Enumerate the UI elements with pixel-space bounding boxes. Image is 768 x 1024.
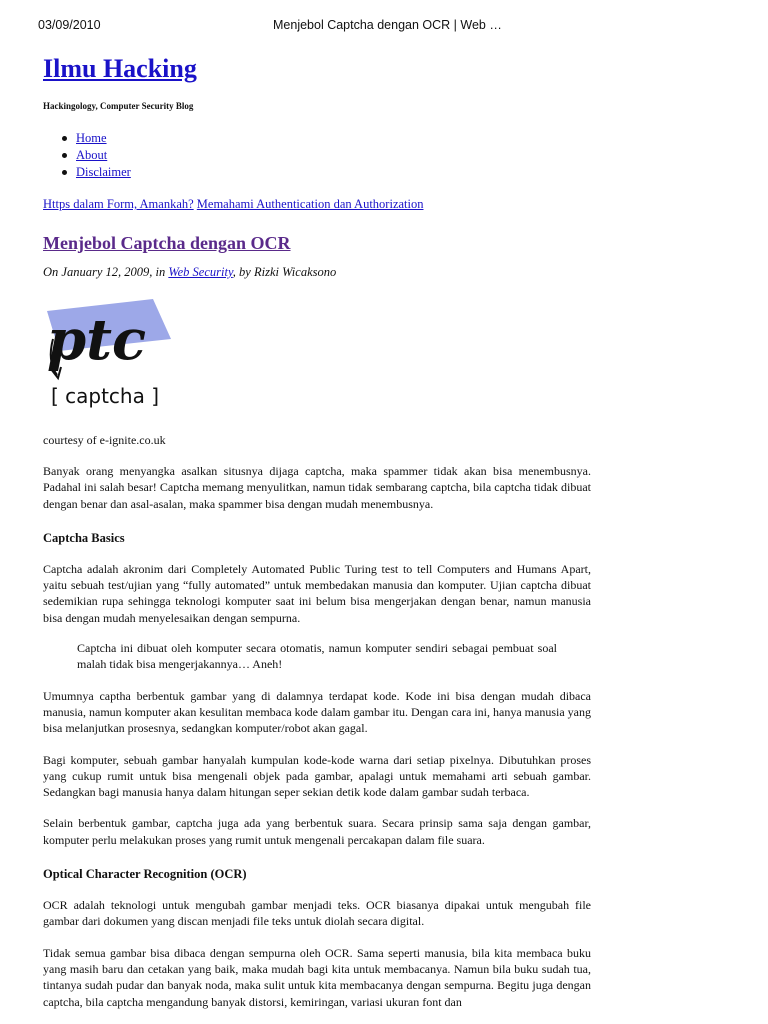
logo-letters: ptc	[47, 307, 147, 373]
prev-post-link[interactable]: Https dalam Form, Amankah?	[43, 197, 194, 211]
heading-captcha-basics: Captcha Basics	[43, 530, 125, 545]
page-content	[43, 52, 591, 1010]
post-title-link[interactable]: Menjebol Captcha dengan OCR	[43, 233, 291, 253]
basics-paragraph-3: Bagi komputer, sebuah gambar hanyalah kumpulan kode-kode warna dari setiap pixelnya. Dibutuhkan proses yang cukup rumit untuk bisa mengenali objek pada gambar, apalagi untuk memahami arti sebuah gambar. Sedangkan bagi manusia hanya dalam hitungan seper sekian detik kode dalam gambar sudah terbaca.	[43, 752, 591, 800]
site-title-link[interactable]: Ilmu Hacking	[43, 54, 197, 83]
nav-item-about	[43, 147, 591, 164]
ocr-paragraph-2: Tidak semua gambar bisa dibaca dengan sempurna oleh OCR. Sama seperti manusia, bila kita membaca buku yang masih baru dan cetakan yang baik, maka mudah bagi kita untuk membacanya. Namun bila buku sudah tua, tintanya sudah pudar dan banyak noda, maka sulit untuk kita membacanya dengan sempurna. Begitu juga dengan captcha, bila captcha mengandung banyak distorsi, kemiringan, variasi ukuran font dan	[43, 945, 591, 1009]
basics-paragraph-2: Umumnya captha berbentuk gambar yang di dalamnya terdapat kode. Kode ini bisa dengan mudah dibaca manusia, namun komputer akan kesulitan membaca kode dalam gambar itu. Dengan cara ini, hanya manusia yang bisa melanjutkan prosesnya, sedangkan komputer/robot akan gagal.	[43, 688, 591, 736]
post-navigation	[43, 196, 591, 213]
ocr-paragraph-1: OCR adalah teknologi untuk mengubah gambar menjadi teks. OCR biasanya dipakai untuk mengubah file gambar dari dokumen yang discan menjadi file teks untuk diolah secara digital.	[43, 898, 591, 929]
meta-author: , by Rizki Wicaksono	[232, 265, 337, 279]
print-title: Menjebol Captcha dengan OCR | Web …	[273, 18, 502, 32]
site-tagline: Hackingology, Computer Security Blog	[43, 101, 194, 111]
basics-paragraph-4: Selain berbentuk gambar, captcha juga ada yang berbentuk suara. Secara prinsip sama saja dengan gambar, komputer perlu melakukan proses yang rumit untuk mengenali percakapan dalam file suara.	[43, 816, 591, 847]
nav-link-disclaimer[interactable]: Disclaimer	[76, 165, 131, 179]
print-date: 03/09/2010	[38, 18, 101, 32]
meta-date: On January 12, 2009, in	[43, 265, 169, 279]
quote-block: Captcha ini dibuat oleh komputer secara otomatis, namun komputer sendiri sebagai pembuat soal malah tidak bisa mengerjakannya… Aneh!	[77, 641, 557, 672]
nav-item-disclaimer	[43, 164, 591, 181]
intro-paragraph: Banyak orang menyangka asalkan situsnya dijaga captcha, maka spammer tidak akan bisa menembusnya. Padahal ini salah besar! Captcha memang menyulitkan, namun tidak sembarang captcha, bila captcha tidak dibuat dengan benar dan asal-asalan, maka spammer bisa dengan mudah menembusnya.	[43, 464, 591, 511]
post-meta	[43, 264, 591, 281]
main-nav	[43, 130, 591, 181]
next-post-link[interactable]: Memahami Authentication dan Authorization	[196, 197, 424, 211]
captcha-logo-image	[43, 299, 173, 409]
image-caption: courtesy of e-ignite.co.uk	[43, 433, 166, 447]
basics-paragraph-1: Captcha adalah akronim dari Completely Automated Public Turing test to tell Computers and Humans Apart, yaitu sebuah test/ujian yang “fully automated” untuk membedakan manusia dan komputer. Ujian captcha dibuat sedemikian rupa sehingga teknologi komputer saat ini belum bisa mengerjakan dengan benar, namun manusia bisa dengan mudah menyelesaikan dengan sempurna.	[43, 561, 591, 625]
print-header	[38, 18, 730, 36]
nav-link-about[interactable]: About	[76, 148, 108, 162]
logo-caption: [ captcha ]	[50, 384, 160, 408]
nav-item-home	[43, 130, 591, 147]
category-link[interactable]: Web Security	[168, 265, 233, 279]
heading-ocr: Optical Character Recognition (OCR)	[43, 867, 247, 882]
nav-link-home[interactable]: Home	[76, 131, 107, 145]
